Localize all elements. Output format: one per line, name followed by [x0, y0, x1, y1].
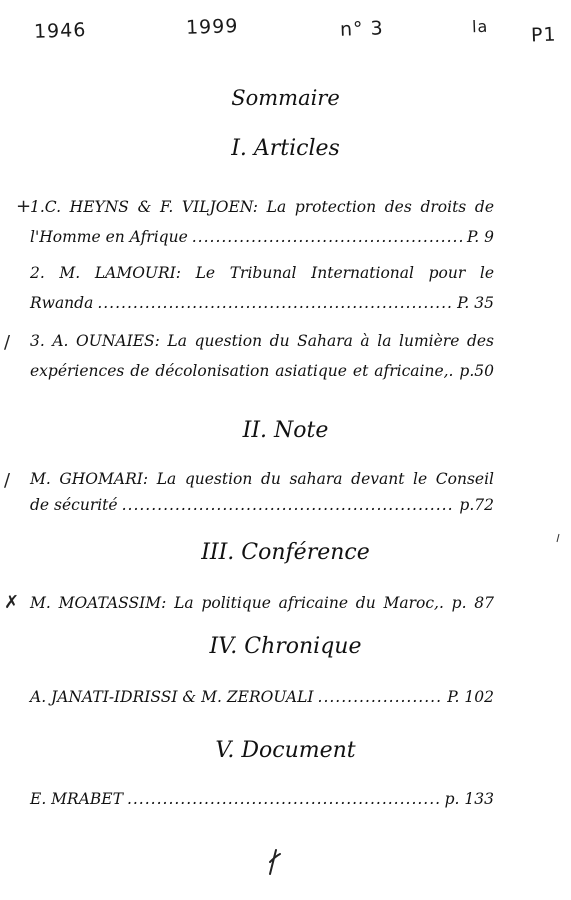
toc-entry-text: 2. M. LAMOURI: Le Tribunal International pour le	[30, 264, 494, 282]
toc-page-number: P. 102	[447, 688, 494, 706]
toc-entry-text: M. MOATASSIM: La politique africaine du Maroc,. p. 87	[30, 594, 494, 612]
handwritten-year-1: 1946	[33, 19, 87, 43]
toc-entry-text: E. MRABET	[30, 790, 123, 808]
leader-dots	[97, 288, 453, 318]
handwritten-year-2: 1999	[185, 15, 239, 39]
pen-scribble-icon	[262, 848, 284, 876]
toc-entry-moatassim[interactable]	[4, 588, 494, 618]
leader-dots	[122, 492, 456, 518]
toc-entry-janati[interactable]	[30, 682, 494, 712]
section-heading-articles: I. Articles	[231, 136, 340, 161]
section-heading-conference: III. Conférence	[201, 540, 370, 565]
toc-entry-mrabet[interactable]	[30, 784, 494, 814]
margin-mark: /	[4, 332, 11, 353]
section-heading-document: V. Document	[215, 738, 356, 763]
toc-entry-ghomari[interactable]	[4, 466, 494, 518]
toc-page-number: P. 35	[457, 294, 494, 312]
toc-entry-lamouri[interactable]	[30, 258, 494, 318]
toc-entry-text: A. JANATI-IDRISSI & M. ZEROUALI	[30, 688, 314, 706]
handwritten-initials: la	[471, 16, 489, 37]
section-heading-chronique: IV. Chronique	[209, 634, 362, 659]
toc-page-number: P. 9	[466, 228, 494, 246]
toc-entry-text: l'Homme en Afrique	[30, 228, 188, 246]
margin-mark: ✗	[4, 592, 20, 613]
toc-entry-text: Rwanda	[30, 294, 94, 312]
toc-page-number: p.72	[459, 496, 494, 514]
toc-entry-ounaies[interactable]	[4, 326, 494, 386]
toc-entry-text: 3. A. OUNAIES: La question du Sahara à la lumière des	[30, 332, 494, 350]
toc-entry-heyns[interactable]	[16, 192, 494, 252]
toc-entry-text: M. GHOMARI: La question du sahara devant le Conseil	[30, 470, 494, 488]
toc-entry-text: expériences de décolonisation asiatique et africaine,. p.50	[30, 362, 494, 380]
toc-entry-text: de sécurité	[30, 496, 118, 514]
page-title: Sommaire	[231, 86, 340, 110]
section-heading-note: II. Note	[242, 418, 329, 443]
leader-dots	[318, 682, 444, 712]
leader-dots	[192, 222, 463, 252]
handwritten-code: P1	[530, 23, 557, 47]
handwritten-issue: n° 3	[339, 17, 385, 41]
toc-entry-text: 1.C. HEYNS & F. VILJOEN: La protection des droits de	[30, 198, 494, 216]
leader-dots	[127, 784, 441, 814]
toc-page-number: p. 133	[444, 790, 494, 808]
stray-pen-mark	[555, 533, 561, 543]
margin-mark: /	[4, 470, 11, 491]
margin-mark: +	[16, 196, 32, 217]
